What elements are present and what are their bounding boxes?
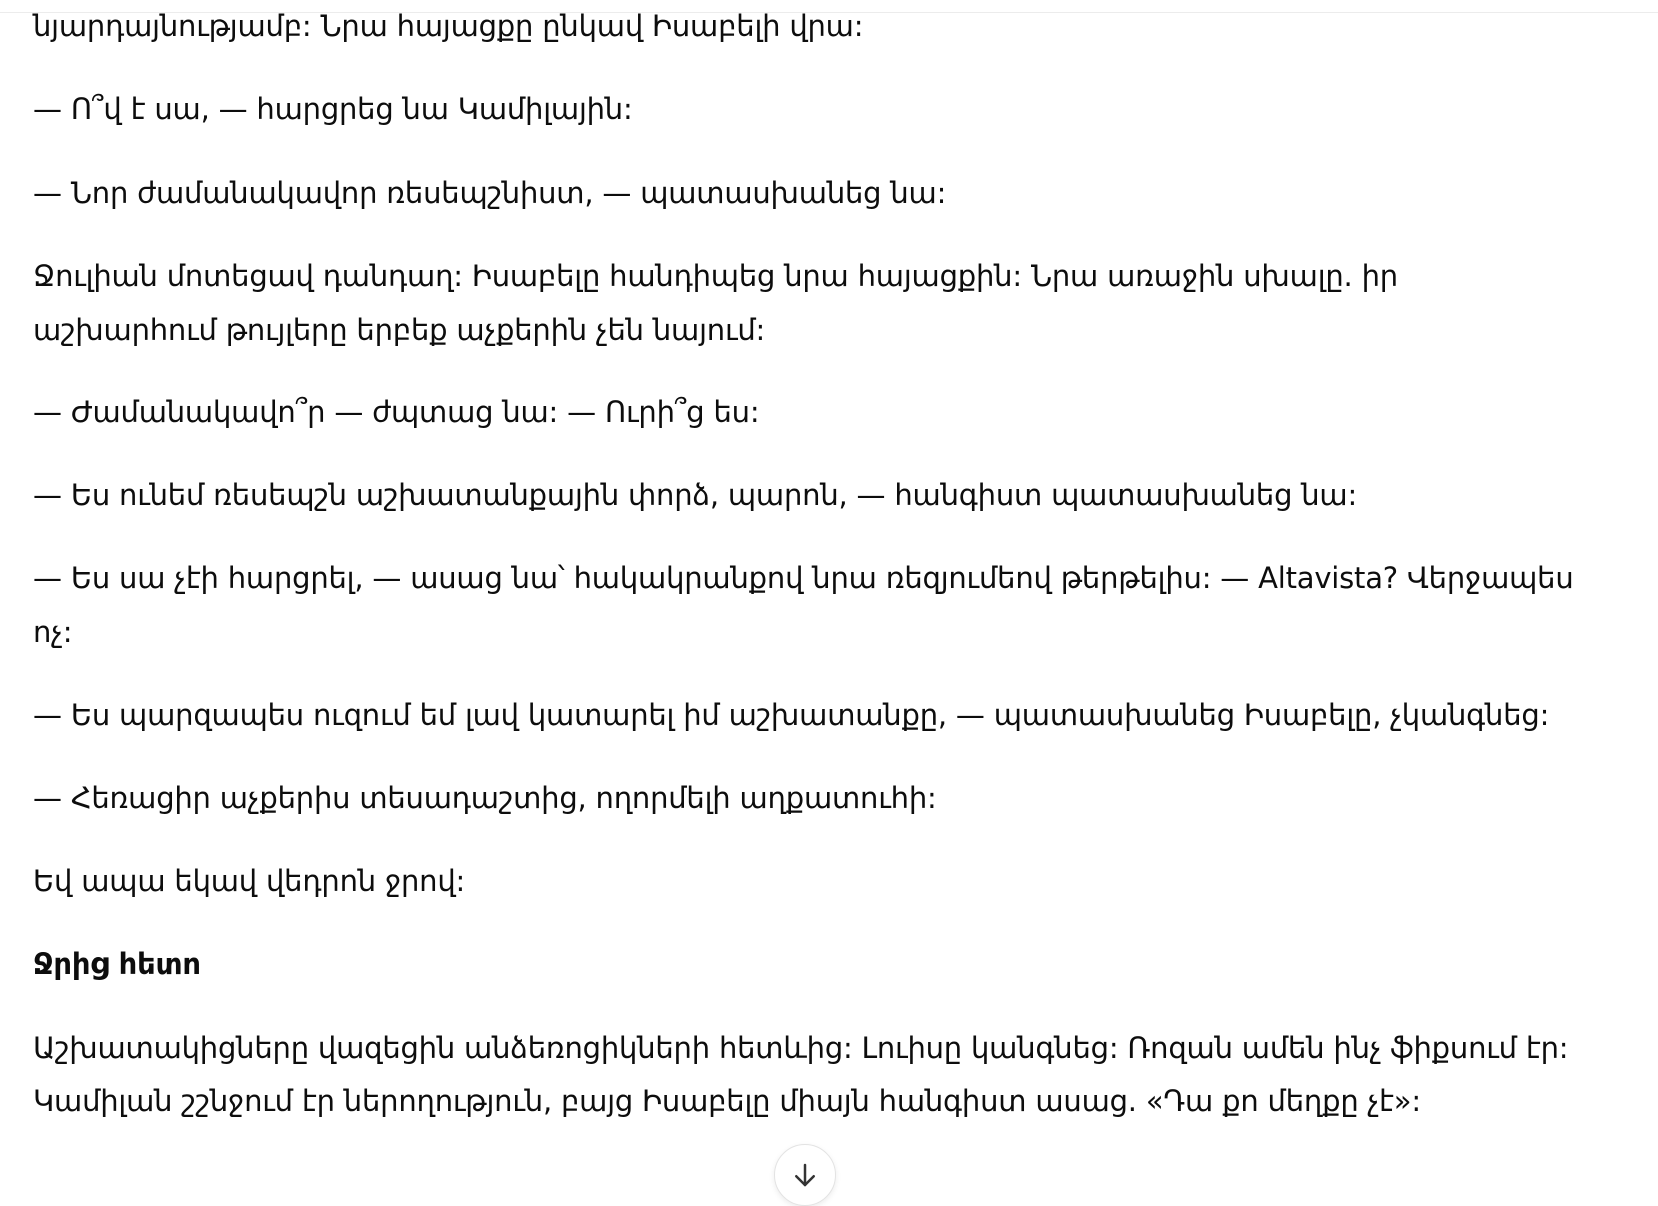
paragraph: ոչ:	[33, 615, 73, 649]
paragraph: — Ո՞վ է սա, — հարցրեց նա Կամիլային:	[33, 92, 633, 126]
paragraph: — Ես պարզապես ուզում եմ լավ կատարել իմ աշխատանքը, — պատասխանեց Իսաբելը, չկանգնեց:	[33, 698, 1550, 732]
paragraph: — Ժամանակավո՞ր — ժպտաց նա: — Ուրի՞ց ես:	[33, 395, 760, 429]
arrow-down-icon	[790, 1160, 820, 1190]
paragraph: նյարդայնությամբ: Նրա հայացքը ընկավ Իսաբելի վրա:	[33, 9, 864, 43]
paragraph: Աշխատակիցները վազեցին անձեռոցիկների հետևից: Լուիսը կանգնեց: Ռոզան ամեն ինչ ֆիքսում էր:	[33, 1031, 1569, 1065]
paragraph: — Ես սա չէի հարցրել, — ասաց նա՝ հակակրանքով նրա ռեզյումեով թերթելիս: — Altavista? Վերջապես	[33, 561, 1574, 595]
scroll-to-bottom-button[interactable]	[774, 1144, 836, 1206]
paragraph: Ջուլիան մոտեցավ դանդաղ: Իսաբելը հանդիպեց նրա հայացքին: Նրա առաջին սխալը. իր	[33, 259, 1398, 293]
paragraph: — Ես ունեմ ռեսեպշն աշխատանքային փորձ, պարոն, — հանգիստ պատասխանեց նա:	[33, 478, 1358, 512]
paragraph: Եվ ապա եկավ վեդրոն ջրով:	[33, 864, 466, 898]
paragraph: — Նոր ժամանակավոր ռեսեպշնիստ, — պատասխանեց նա:	[33, 176, 947, 210]
paragraph: աշխարհում թույլերը երբեք աչքերին չեն նայում:	[33, 313, 766, 347]
section-heading: Ջրից հետո	[33, 947, 201, 981]
paragraph: Կամիլան շշնջում էր ներողություն, բայց Իսաբելը միայն հանգիստ ասաց. «Դա քո մեղքը չէ»:	[33, 1084, 1421, 1118]
paragraph: — Հեռացիր աչքերիս տեսադաշտից, ողորմելի աղքատուհի:	[33, 781, 937, 815]
